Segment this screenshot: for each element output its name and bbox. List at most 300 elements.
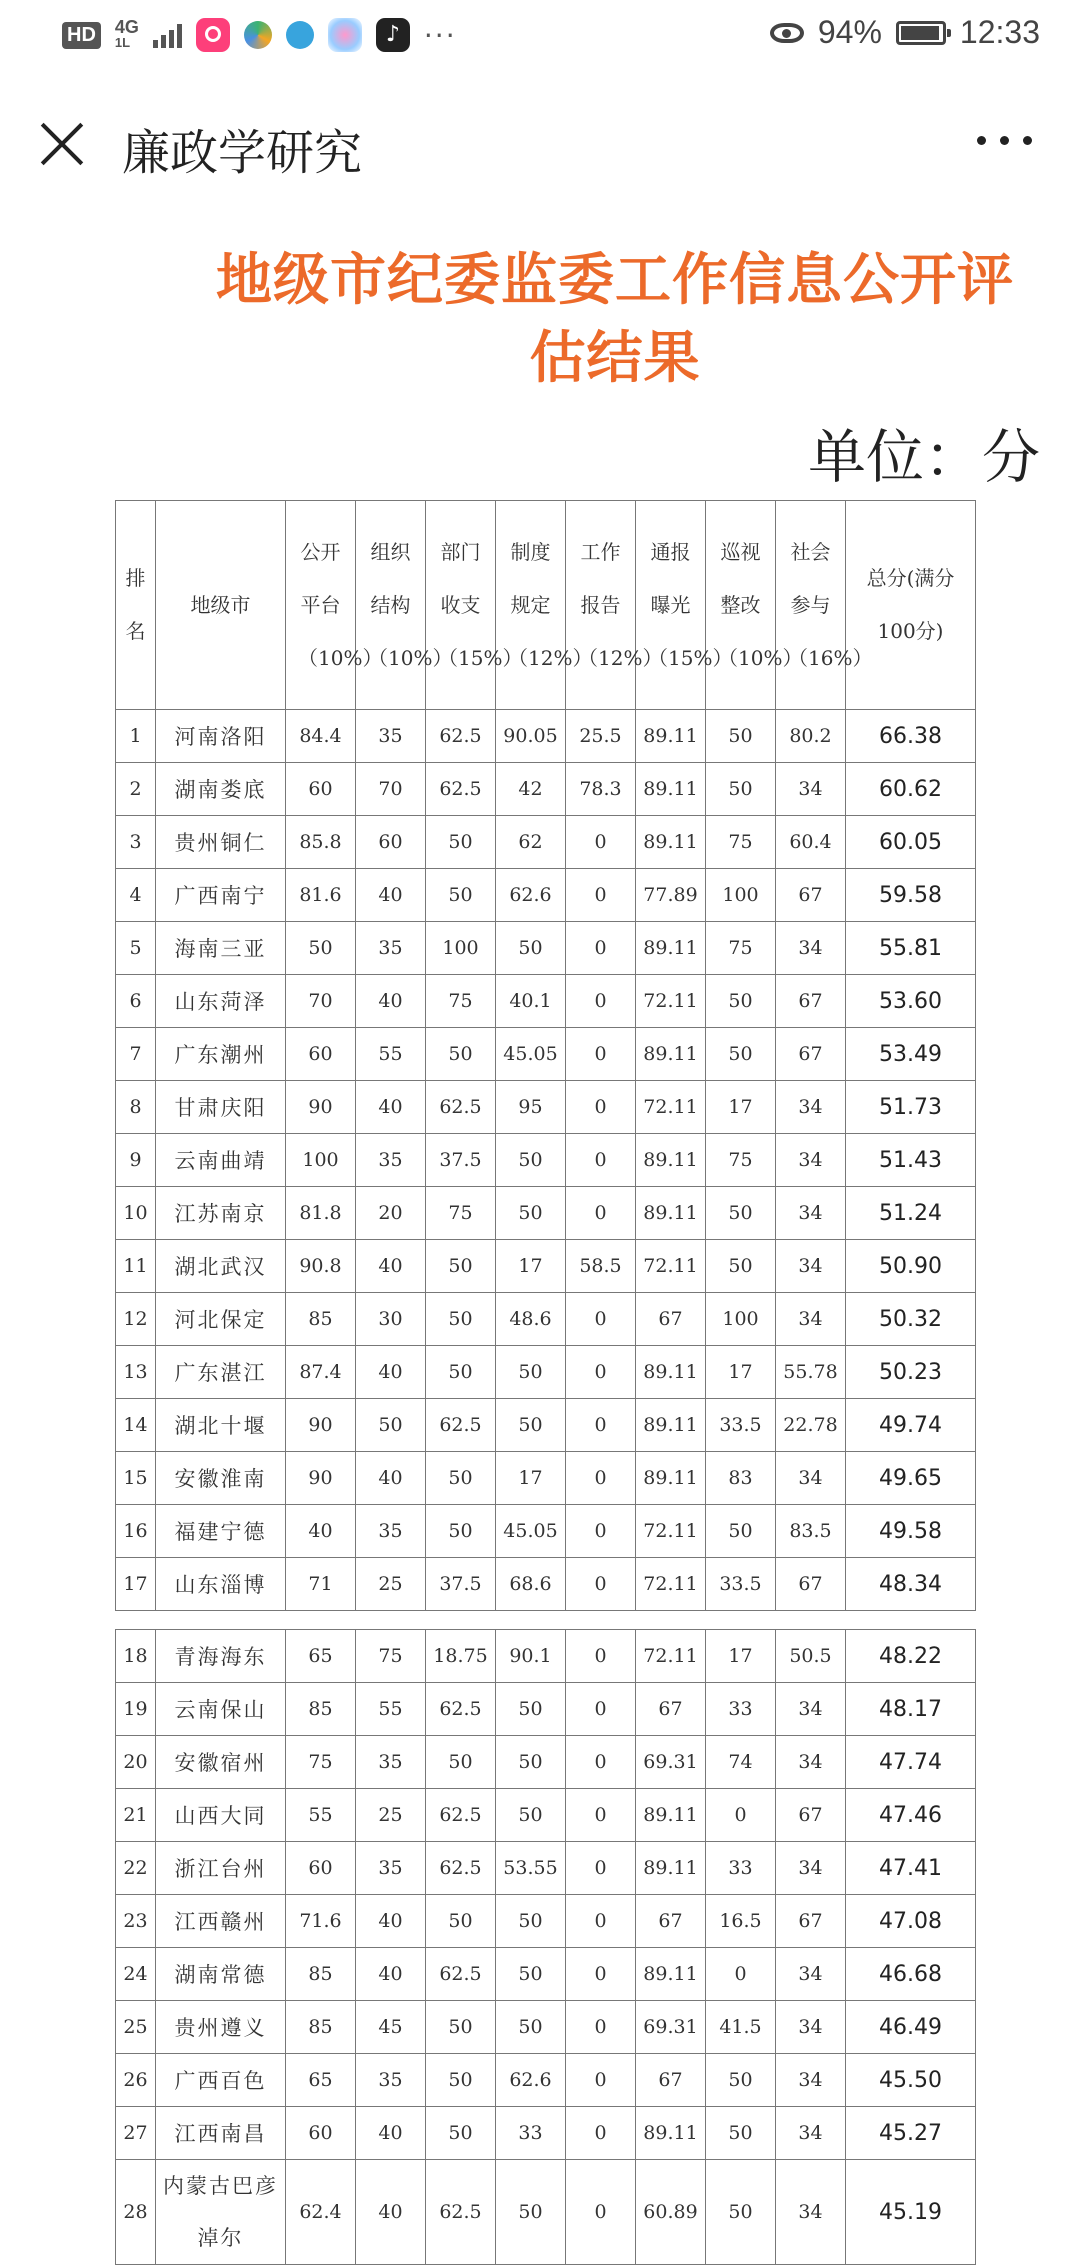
table-cell-score: 50: [706, 2054, 776, 2107]
table-cell-score: 33.5: [706, 1399, 776, 1452]
table-cell-score: 71.6: [286, 1895, 356, 1948]
table-cell-score: 34: [776, 2107, 846, 2160]
table-cell-score: 60: [356, 816, 426, 869]
table-row: [116, 1399, 976, 1452]
table-cell-score: 55: [286, 1789, 356, 1842]
table-cell-score: 0: [566, 1683, 636, 1736]
table-cell-rank: 11: [116, 1240, 156, 1293]
table-cell-score: 40: [356, 1452, 426, 1505]
table-cell-total: 50.32: [846, 1293, 976, 1346]
table-cell-score: 35: [356, 922, 426, 975]
table-cell-total: 48.17: [846, 1683, 976, 1736]
table-row: [116, 710, 976, 763]
table-cell-score: 0: [566, 1895, 636, 1948]
table-cell-score: 55.78: [776, 1346, 846, 1399]
table-cell-score: 17: [496, 1240, 566, 1293]
table-header-row: [116, 501, 976, 710]
page-title: 廉政学研究: [122, 125, 363, 181]
table-cell-score: 0: [566, 922, 636, 975]
table-cell-score: 50: [426, 1736, 496, 1789]
table-cell-score: 62.5: [426, 710, 496, 763]
table-cell-score: 67: [776, 1558, 846, 1611]
table-cell-score: 50: [496, 922, 566, 975]
table-cell-score: 34: [776, 1736, 846, 1789]
table-cell-score: 20: [356, 1187, 426, 1240]
table-cell-score: 34: [776, 2160, 846, 2265]
table-cell-total: 51.24: [846, 1187, 976, 1240]
table-row: [116, 1028, 976, 1081]
table-cell-score: 0: [566, 1505, 636, 1558]
table-cell-city: 湖北十堰: [156, 1399, 286, 1452]
table-cell-score: 35: [356, 1842, 426, 1895]
table-row: [116, 2054, 976, 2107]
table-cell-score: 50.5: [776, 1630, 846, 1683]
table-row: [116, 1630, 976, 1683]
table-cell-score: 0: [566, 869, 636, 922]
table-cell-total: 48.22: [846, 1630, 976, 1683]
table-cell-score: 90: [286, 1452, 356, 1505]
table-cell-score: 40: [356, 1895, 426, 1948]
table-cell-score: 62: [496, 816, 566, 869]
table-row: [116, 1842, 976, 1895]
table-cell-rank: 20: [116, 1736, 156, 1789]
table-cell-score: 89.11: [636, 1948, 706, 2001]
table-cell-score: 89.11: [636, 922, 706, 975]
table-row: [116, 1789, 976, 1842]
table-cell-score: 50: [496, 1399, 566, 1452]
table-cell-score: 25.5: [566, 710, 636, 763]
table-row: [116, 1134, 976, 1187]
table-cell-score: 60.89: [636, 2160, 706, 2265]
table-cell-score: 34: [776, 1948, 846, 2001]
table-cell-score: 37.5: [426, 1558, 496, 1611]
table-cell-score: 17: [706, 1081, 776, 1134]
table-cell-city: 福建宁德: [156, 1505, 286, 1558]
photos-app-icon: [328, 18, 362, 52]
table-cell-score: 100: [426, 922, 496, 975]
table-cell-rank: 25: [116, 2001, 156, 2054]
table-cell-city: 安徽宿州: [156, 1736, 286, 1789]
table-cell-score: 0: [566, 1736, 636, 1789]
table-cell-total: 45.27: [846, 2107, 976, 2160]
table-cell-score: 40: [356, 869, 426, 922]
table-cell-city: 河南洛阳: [156, 710, 286, 763]
table-cell-score: 0: [706, 1948, 776, 2001]
table-cell-score: 85: [286, 1293, 356, 1346]
table-cell-score: 89.11: [636, 816, 706, 869]
table-row: [116, 1683, 976, 1736]
table-cell-total: 45.19: [846, 2160, 976, 2265]
table-header-cell: 社会参与（16%）: [776, 501, 846, 710]
table-cell-score: 50: [426, 1240, 496, 1293]
table-cell-score: 45.05: [496, 1028, 566, 1081]
table-cell-city: 湖南娄底: [156, 763, 286, 816]
table-cell-score: 50: [496, 1948, 566, 2001]
table-cell-score: 40: [356, 1240, 426, 1293]
table-cell-city: 云南保山: [156, 1683, 286, 1736]
table-cell-score: 95: [496, 1081, 566, 1134]
table-cell-total: 50.90: [846, 1240, 976, 1293]
table-cell-score: 17: [706, 1346, 776, 1399]
table-cell-score: 34: [776, 1293, 846, 1346]
table-cell-score: 33: [496, 2107, 566, 2160]
table-header-cell: 部门收支（15%）: [426, 501, 496, 710]
table-cell-score: 34: [776, 763, 846, 816]
table-cell-city: 山东淄博: [156, 1558, 286, 1611]
table-cell-score: 62.5: [426, 1842, 496, 1895]
table-cell-city: 贵州铜仁: [156, 816, 286, 869]
table-cell-city: 广西百色: [156, 2054, 286, 2107]
close-icon[interactable]: [34, 116, 90, 172]
table-cell-total: 51.43: [846, 1134, 976, 1187]
table-cell-total: 49.65: [846, 1452, 976, 1505]
table-cell-score: 0: [566, 1630, 636, 1683]
table-cell-score: 40: [286, 1505, 356, 1558]
table-cell-score: 50: [496, 1895, 566, 1948]
table-cell-score: 18.75: [426, 1630, 496, 1683]
table-cell-city: 广西南宁: [156, 869, 286, 922]
table-row: [116, 1452, 976, 1505]
battery-percent: 94%: [817, 14, 882, 50]
table-cell-score: 40: [356, 1346, 426, 1399]
table-header-cell: 通报曝光（15%）: [636, 501, 706, 710]
table-body: [116, 710, 976, 2265]
table-header-cell: 组织结构（10%）: [356, 501, 426, 710]
table-cell-score: 0: [566, 1842, 636, 1895]
table-cell-total: 46.68: [846, 1948, 976, 2001]
table-cell-score: 0: [706, 1789, 776, 1842]
table-cell-total: 53.49: [846, 1028, 976, 1081]
table-cell-score: 50: [426, 869, 496, 922]
table-cell-score: 89.11: [636, 1134, 706, 1187]
table-cell-total: 53.60: [846, 975, 976, 1028]
table-cell-score: 45: [356, 2001, 426, 2054]
table-cell-score: 34: [776, 1240, 846, 1293]
table-cell-score: 50: [426, 1505, 496, 1558]
table-cell-score: 75: [426, 1187, 496, 1240]
table-row: [116, 2001, 976, 2054]
table-header-cell: 巡视整改（10%）: [706, 501, 776, 710]
table-cell-total: 55.81: [846, 922, 976, 975]
table-cell-score: 41.5: [706, 2001, 776, 2054]
table-cell-city: 云南曲靖: [156, 1134, 286, 1187]
table-cell-score: 50: [426, 1293, 496, 1346]
table-cell-score: 0: [566, 1346, 636, 1399]
table-cell-score: 72.11: [636, 1081, 706, 1134]
table-cell-score: 33.5: [706, 1558, 776, 1611]
table-cell-score: 84.4: [286, 710, 356, 763]
table-row: [116, 922, 976, 975]
table-row: [116, 1736, 976, 1789]
table-cell-score: 62.5: [426, 1399, 496, 1452]
table-cell-score: 17: [496, 1452, 566, 1505]
table-cell-score: 75: [426, 975, 496, 1028]
table-cell-score: 81.8: [286, 1187, 356, 1240]
table-header-cell: 排名: [116, 501, 156, 710]
table-cell-score: 42: [496, 763, 566, 816]
table-cell-total: 45.50: [846, 2054, 976, 2107]
status-left: [62, 18, 457, 52]
table-cell-score: 72.11: [636, 1240, 706, 1293]
table-cell-score: 62.4: [286, 2160, 356, 2265]
table-cell-rank: 10: [116, 1187, 156, 1240]
table-cell-score: 60: [286, 763, 356, 816]
table-cell-score: 89.11: [636, 763, 706, 816]
table-cell-total: 47.74: [846, 1736, 976, 1789]
table-cell-score: 100: [286, 1134, 356, 1187]
table-row: [116, 1346, 976, 1399]
status-right: [770, 14, 1040, 51]
table-cell-rank: 23: [116, 1895, 156, 1948]
table-cell-total: 46.49: [846, 2001, 976, 2054]
table-cell-score: 62.5: [426, 1683, 496, 1736]
table-cell-score: 50: [426, 2107, 496, 2160]
table-cell-score: 87.4: [286, 1346, 356, 1399]
table-cell-score: 50: [426, 1028, 496, 1081]
article-title: 地级市纪委监委工作信息公开评估结果: [216, 248, 1014, 391]
table-cell-city: 浙江台州: [156, 1842, 286, 1895]
table-cell-score: 50: [496, 1789, 566, 1842]
table-cell-score: 90.1: [496, 1630, 566, 1683]
table-row: [116, 1895, 976, 1948]
table-cell-city: 山东菏泽: [156, 975, 286, 1028]
table-cell-score: 50: [496, 1736, 566, 1789]
table-cell-score: 50: [286, 922, 356, 975]
table-cell-score: 55: [356, 1028, 426, 1081]
table-cell-score: 50: [426, 1346, 496, 1399]
table-cell-score: 89.11: [636, 1399, 706, 1452]
table-cell-total: 66.38: [846, 710, 976, 763]
table-cell-rank: 1: [116, 710, 156, 763]
table-cell-score: 85: [286, 1948, 356, 2001]
table-cell-score: 67: [636, 1895, 706, 1948]
table-cell-score: 40.1: [496, 975, 566, 1028]
table-cell-score: 16.5: [706, 1895, 776, 1948]
table-cell-score: 25: [356, 1789, 426, 1842]
table-cell-rank: 26: [116, 2054, 156, 2107]
table-cell-score: 0: [566, 2054, 636, 2107]
table-cell-city: 广东潮州: [156, 1028, 286, 1081]
table-cell-total: 49.74: [846, 1399, 976, 1452]
table-cell-score: 89.11: [636, 1789, 706, 1842]
table-cell-score: 85.8: [286, 816, 356, 869]
table-header-cell: 地级市: [156, 501, 286, 710]
table-cell-score: 67: [776, 869, 846, 922]
table-cell-rank: 6: [116, 975, 156, 1028]
table-cell-score: 75: [356, 1630, 426, 1683]
table-cell-score: 89.11: [636, 1187, 706, 1240]
table-cell-score: 80.2: [776, 710, 846, 763]
table-cell-score: 60: [286, 2107, 356, 2160]
tiktok-app-icon: ♪: [376, 18, 410, 52]
table-cell-score: 50: [426, 2054, 496, 2107]
table-cell-score: 34: [776, 1452, 846, 1505]
table-cell-score: 50: [426, 2001, 496, 2054]
table-cell-score: 34: [776, 1683, 846, 1736]
table-cell-score: 70: [286, 975, 356, 1028]
table-header-cell: 公开平台（10%）: [286, 501, 356, 710]
table-cell-score: 81.6: [286, 869, 356, 922]
table-cell-city: 江苏南京: [156, 1187, 286, 1240]
table-cell-score: 0: [566, 1558, 636, 1611]
table-cell-total: 47.41: [846, 1842, 976, 1895]
table-cell-score: 69.31: [636, 1736, 706, 1789]
table-row: [116, 2160, 976, 2265]
table-cell-city: 江西赣州: [156, 1895, 286, 1948]
table-cell-score: 62.6: [496, 869, 566, 922]
table-cell-score: 25: [356, 1558, 426, 1611]
table-cell-score: 90.8: [286, 1240, 356, 1293]
app-header: [0, 100, 1080, 200]
table-cell-total: 59.58: [846, 869, 976, 922]
table-cell-score: 89.11: [636, 2107, 706, 2160]
table-cell-score: 50: [496, 1134, 566, 1187]
table-cell-rank: 27: [116, 2107, 156, 2160]
table-cell-score: 100: [706, 869, 776, 922]
table-cell-score: 0: [566, 2160, 636, 2265]
table-cell-score: 34: [776, 1081, 846, 1134]
table-cell-rank: 14: [116, 1399, 156, 1452]
table-cell-score: 89.11: [636, 1842, 706, 1895]
browser-app-icon: [244, 21, 272, 49]
table-cell-score: 50: [496, 2160, 566, 2265]
eye-comfort-icon: [770, 23, 804, 43]
table-cell-score: 34: [776, 922, 846, 975]
table-cell-score: 67: [636, 2054, 706, 2107]
table-cell-city: 甘肃庆阳: [156, 1081, 286, 1134]
table-cell-score: 50: [496, 1683, 566, 1736]
table-row: [116, 763, 976, 816]
table-cell-city: 贵州遵义: [156, 2001, 286, 2054]
table-cell-city: 海南三亚: [156, 922, 286, 975]
status-bar: [0, 0, 1080, 72]
table-cell-score: 62.5: [426, 1948, 496, 2001]
table-cell-score: 37.5: [426, 1134, 496, 1187]
table-cell-score: 75: [706, 922, 776, 975]
table-cell-score: 40: [356, 2107, 426, 2160]
table-cell-score: 0: [566, 1948, 636, 2001]
table-cell-rank: 21: [116, 1789, 156, 1842]
table-cell-score: 34: [776, 2054, 846, 2107]
table-cell-score: 0: [566, 1399, 636, 1452]
table-cell-score: 0: [566, 2107, 636, 2160]
table-cell-rank: 19: [116, 1683, 156, 1736]
battery-icon: [896, 21, 946, 45]
table-cell-score: 62.5: [426, 1789, 496, 1842]
table-cell-total: 50.23: [846, 1346, 976, 1399]
table-cell-score: 68.6: [496, 1558, 566, 1611]
unit-label: 单位：分: [807, 423, 1040, 491]
table-cell-score: 62.5: [426, 763, 496, 816]
table-cell-total: 47.46: [846, 1789, 976, 1842]
table-row: [116, 816, 976, 869]
table-cell-rank: 17: [116, 1558, 156, 1611]
table-cell-score: 71: [286, 1558, 356, 1611]
table-row: [116, 869, 976, 922]
table-cell-rank: 3: [116, 816, 156, 869]
table-cell-score: 78.3: [566, 763, 636, 816]
more-notifications-icon: ···: [423, 18, 457, 52]
table-cell-score: 0: [566, 2001, 636, 2054]
table-cell-score: 65: [286, 1630, 356, 1683]
table-cell-score: 75: [706, 816, 776, 869]
table-cell-score: 40: [356, 1948, 426, 2001]
table-cell-rank: 22: [116, 1842, 156, 1895]
table-cell-score: 72.11: [636, 1558, 706, 1611]
table-cell-rank: 13: [116, 1346, 156, 1399]
globe-app-icon: [286, 21, 314, 49]
table-cell-score: 50: [496, 2001, 566, 2054]
network-type: 4G 1L: [114, 17, 139, 50]
table-cell-score: 0: [566, 1028, 636, 1081]
table-cell-score: 50: [706, 1028, 776, 1081]
table-cell-score: 83.5: [776, 1505, 846, 1558]
table-cell-score: 85: [286, 1683, 356, 1736]
table-cell-rank: 8: [116, 1081, 156, 1134]
table-cell-score: 67: [776, 1895, 846, 1948]
table-cell-city: 青海海东: [156, 1630, 286, 1683]
table-cell-score: 60.4: [776, 816, 846, 869]
more-icon[interactable]: [977, 136, 1032, 145]
table-cell-score: 60: [286, 1842, 356, 1895]
table-row: [116, 2107, 976, 2160]
table-cell-score: 0: [566, 1134, 636, 1187]
table-row: [116, 975, 976, 1028]
table-cell-score: 50: [496, 1187, 566, 1240]
table-cell-score: 70: [356, 763, 426, 816]
table-cell-rank: 18: [116, 1630, 156, 1683]
table-cell-score: 33: [706, 1842, 776, 1895]
table-cell-score: 90: [286, 1081, 356, 1134]
table-cell-score: 50: [706, 1505, 776, 1558]
table-cell-score: 89.11: [636, 1028, 706, 1081]
table-cell-score: 17: [706, 1630, 776, 1683]
table-cell-score: 62.5: [426, 1081, 496, 1134]
table-cell-city: 湖南常德: [156, 1948, 286, 2001]
table-cell-score: 67: [636, 1683, 706, 1736]
table-cell-city: 广东湛江: [156, 1346, 286, 1399]
table-cell-score: 0: [566, 1081, 636, 1134]
table-cell-score: 0: [566, 1789, 636, 1842]
table-cell-score: 60: [286, 1028, 356, 1081]
table-cell-score: 85: [286, 2001, 356, 2054]
table-cell-score: 0: [566, 1452, 636, 1505]
table-cell-score: 34: [776, 1842, 846, 1895]
table-row: [116, 1240, 976, 1293]
table-cell-total: 60.05: [846, 816, 976, 869]
table-cell-score: 35: [356, 2054, 426, 2107]
table-cell-city: 安徽淮南: [156, 1452, 286, 1505]
table-cell-score: 75: [706, 1134, 776, 1187]
table-cell-score: 40: [356, 975, 426, 1028]
table-cell-score: 50: [496, 1346, 566, 1399]
table-cell-rank: 28: [116, 2160, 156, 2265]
table-cell-score: 50: [706, 710, 776, 763]
scores-table: [115, 500, 976, 2265]
table-cell-score: 50: [706, 2107, 776, 2160]
table-cell-score: 89.11: [636, 710, 706, 763]
table-cell-score: 50: [706, 1240, 776, 1293]
table-cell-score: 0: [566, 1187, 636, 1240]
table-row: [116, 1187, 976, 1240]
table-cell-score: 67: [636, 1293, 706, 1346]
table-row: [116, 1081, 976, 1134]
table-cell-score: 48.6: [496, 1293, 566, 1346]
table-row: [116, 1293, 976, 1346]
table-cell-score: 35: [356, 1736, 426, 1789]
table-cell-score: 35: [356, 1505, 426, 1558]
table-cell-score: 45.05: [496, 1505, 566, 1558]
